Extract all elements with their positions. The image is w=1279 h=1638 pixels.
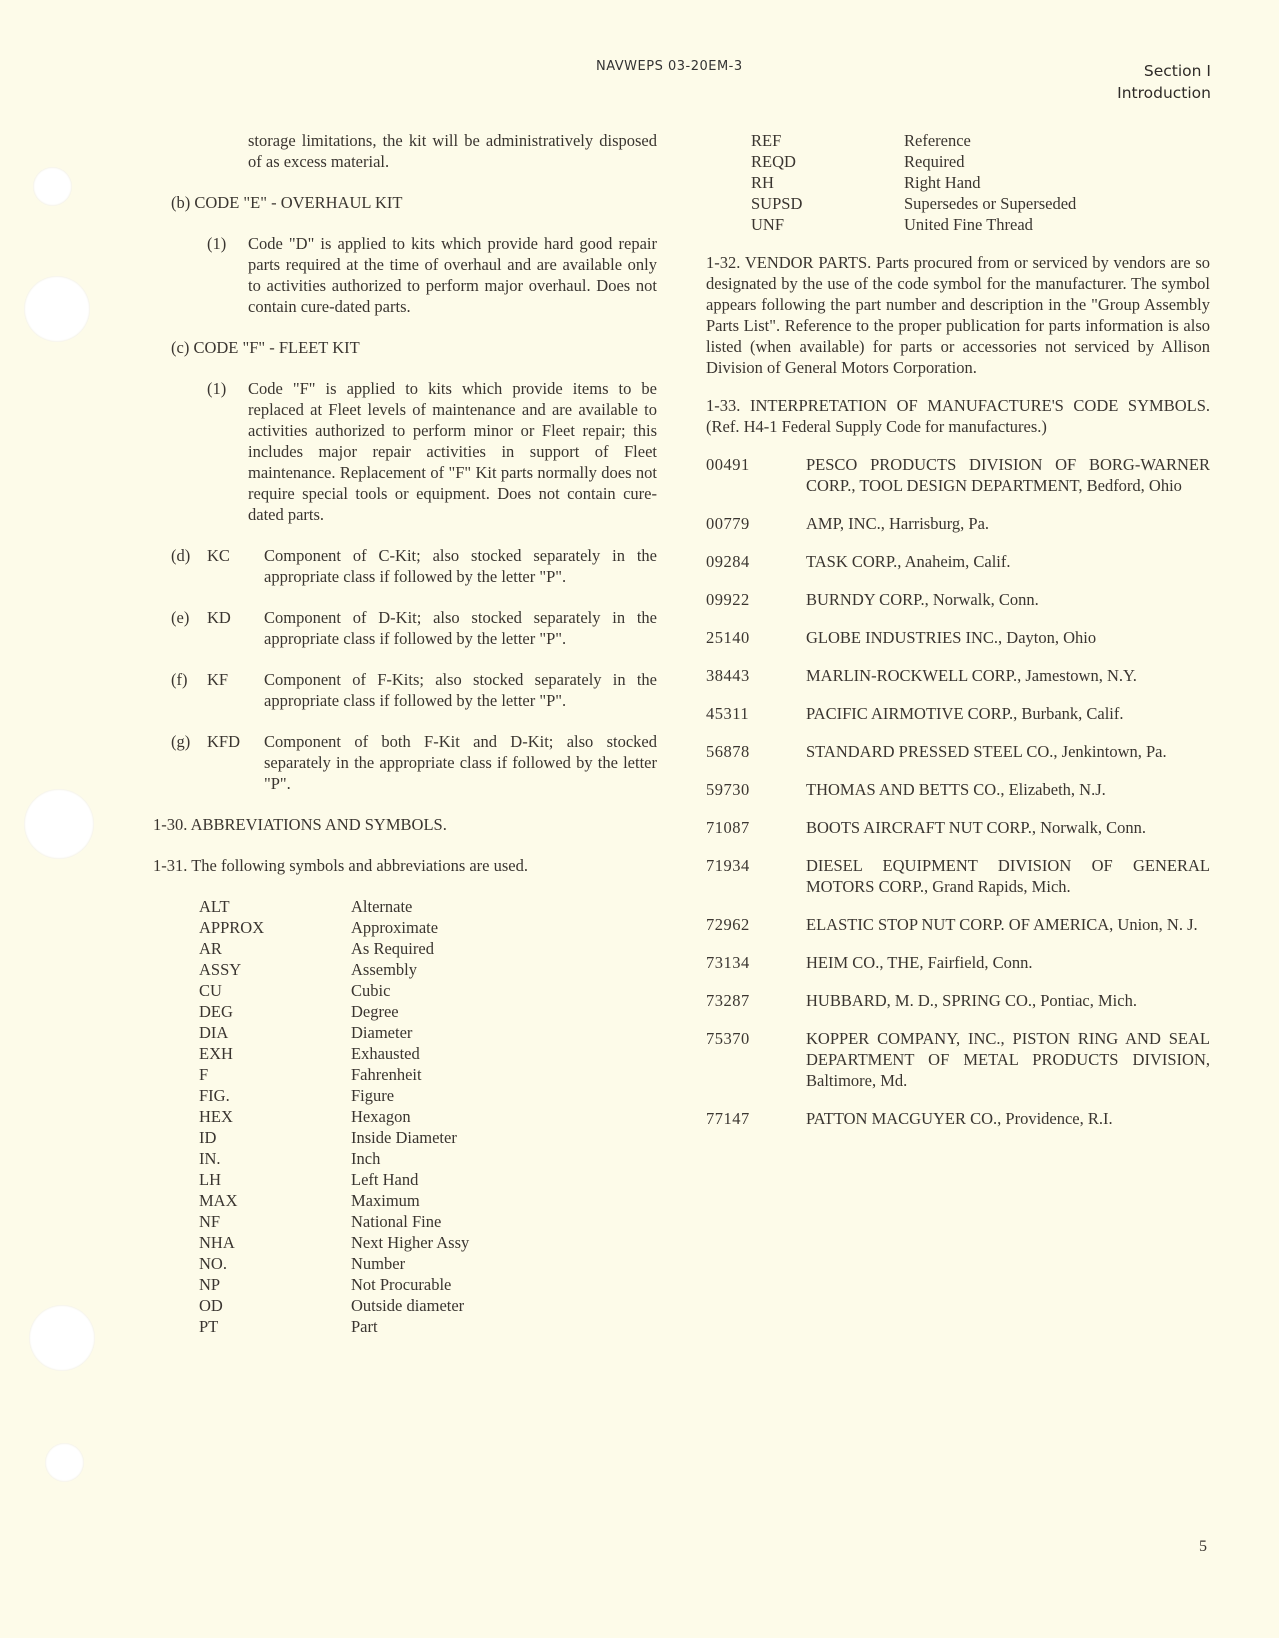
- abbr-meaning: Exhausted: [351, 1044, 420, 1063]
- manufacturer-row: [706, 1108, 1210, 1129]
- abbr: REF: [751, 131, 782, 150]
- abbr-meaning: Cubic: [351, 981, 391, 1000]
- punch-hole: [24, 789, 94, 859]
- continuation-paragraph: storage limitations, the kit will be administratively disposed of as excess material.: [248, 131, 657, 171]
- abbr: FIG.: [199, 1086, 230, 1105]
- abbr-meaning: Left Hand: [351, 1170, 419, 1189]
- manufacturer-row: [706, 855, 1210, 897]
- manufacturer-row: [706, 1028, 1210, 1091]
- kit-description: Component of both F-Kit and D-Kit; also stocked separately in the appropriate class if followed by the letter "P".: [264, 732, 657, 793]
- mfr-code: 25140: [706, 628, 750, 647]
- paragraph-1-32-vendor-parts: 1-32. VENDOR PARTS. Parts procured from or serviced by vendors are so designated by the use of the code symbol for the manufacturer. The symbol appears following the part number and description in the "Group Assembly Parts List". Reference to the proper publication for parts information is also listed (when available) for parts or accessories not serviced by Allison Division of General Motors Corporation.: [706, 253, 1210, 377]
- mfr-code: 77147: [706, 1109, 750, 1128]
- mfr-name: BOOTS AIRCRAFT NUT CORP., Norwalk, Conn.: [806, 818, 1146, 837]
- abbr-meaning: Approximate: [351, 918, 439, 937]
- manufacturer-row: [706, 952, 1210, 973]
- mfr-code: 75370: [706, 1029, 750, 1048]
- manufacturer-row: [706, 990, 1210, 1011]
- mfr-name: ELASTIC STOP NUT CORP. OF AMERICA, Union, N. J.: [806, 915, 1198, 934]
- mfr-code: 45311: [706, 704, 750, 723]
- section-header: [1117, 60, 1211, 104]
- abbr: HEX: [199, 1107, 233, 1126]
- abbr: DIA: [199, 1023, 229, 1042]
- mfr-name: PACIFIC AIRMOTIVE CORP., Burbank, Calif.: [806, 704, 1124, 723]
- abbr-meaning: National Fine: [351, 1212, 442, 1231]
- abbr: PT: [199, 1317, 219, 1336]
- abbr: AR: [199, 939, 222, 958]
- abbr-meaning: Degree: [351, 1002, 399, 1021]
- abbr-meaning: As Required: [351, 939, 434, 958]
- abbr: EXH: [199, 1044, 233, 1063]
- abbr: IN.: [199, 1149, 221, 1168]
- abbr: ASSY: [199, 960, 242, 979]
- manufacturer-row: [706, 703, 1210, 724]
- abbr-meaning: Number: [351, 1254, 406, 1273]
- mfr-name: HUBBARD, M. D., SPRING CO., Pontiac, Mich.: [806, 991, 1137, 1010]
- manufacturer-row: [706, 665, 1210, 686]
- abbr: APPROX: [199, 918, 265, 937]
- kit-description: Component of C-Kit; also stocked separately in the appropriate class if followed by the letter "P".: [264, 546, 657, 586]
- mfr-name: TASK CORP., Anaheim, Calif.: [806, 552, 1011, 571]
- manufacturer-row: [706, 589, 1210, 610]
- abbr-meaning: Figure: [351, 1086, 395, 1105]
- right-column: [706, 130, 1210, 1129]
- abbr-meaning: Required: [904, 152, 965, 171]
- mfr-name: MARLIN-ROCKWELL CORP., Jamestown, N.Y.: [806, 666, 1137, 685]
- kit-code: KD: [207, 608, 231, 627]
- abbr-meaning: Not Procurable: [351, 1275, 452, 1294]
- kit-item: [171, 669, 657, 711]
- abbr-meaning: Hexagon: [351, 1107, 411, 1126]
- mfr-code: 71934: [706, 856, 750, 875]
- kit-code: KC: [207, 546, 230, 565]
- abbr-meaning: Maximum: [351, 1191, 420, 1210]
- abbr: REQD: [751, 152, 796, 171]
- abbreviation-table-continued: [706, 130, 1210, 235]
- manufacturer-code-list: [706, 454, 1210, 1129]
- mfr-name: GLOBE INDUSTRIES INC., Dayton, Ohio: [806, 628, 1097, 647]
- item-text: Code "F" is applied to kits which provide items to be replaced at Fleet levels of maintenance and are available to activities authorized to perform minor or Fleet repair; this includes major repair activities in support of Fleet maintenance. Replacement of "F" Kit parts normally does not require special tools or equipment. Does not contain cure-dated parts.: [248, 379, 657, 524]
- abbr-meaning: United Fine Thread: [904, 215, 1033, 234]
- mfr-name: AMP, INC., Harrisburg, Pa.: [806, 514, 990, 533]
- mfr-name: THOMAS AND BETTS CO., Elizabeth, N.J.: [806, 780, 1106, 799]
- left-column: [153, 130, 657, 1337]
- abbr: LH: [199, 1170, 221, 1189]
- document-number: NAVWEPS 03-20EM-3: [596, 59, 743, 74]
- paragraph-1-33-code-symbols: 1-33. INTERPRETATION OF MANUFACTURE'S CODE SYMBOLS. (Ref. H4-1 Federal Supply Code for manufactures.): [706, 396, 1210, 436]
- abbr: DEG: [199, 1002, 233, 1021]
- item-number: (1): [207, 379, 227, 398]
- heading-1-30: 1-30. ABBREVIATIONS AND SYMBOLS.: [153, 815, 447, 834]
- paragraph-1-31: 1-31. The following symbols and abbreviations are used.: [153, 856, 528, 875]
- punch-hole: [24, 276, 90, 342]
- abbr-meaning: Part: [351, 1317, 378, 1336]
- punch-hole: [45, 1443, 84, 1482]
- abbr-meaning: Outside diameter: [351, 1296, 465, 1315]
- mfr-code: 73287: [706, 991, 750, 1010]
- manufacturer-row: [706, 741, 1210, 762]
- kit-item: [171, 607, 657, 649]
- kit-item: [171, 731, 657, 794]
- code-f-heading: (c) CODE "F" - FLEET KIT: [171, 338, 360, 357]
- kit-letter: (e): [171, 608, 190, 627]
- mfr-code: 56878: [706, 742, 750, 761]
- abbr-meaning: Reference: [904, 131, 971, 150]
- item-number: (1): [207, 234, 227, 253]
- abbr: NF: [199, 1212, 221, 1231]
- abbr-meaning: Inch: [351, 1149, 381, 1168]
- item-text: Code "D" is applied to kits which provide hard good repair parts required at the time of overhaul and are available only to activities authorized to perform major overhaul. Does not contain cure-dated parts.: [248, 234, 657, 316]
- manufacturer-row: [706, 627, 1210, 648]
- manufacturer-row: [706, 551, 1210, 572]
- abbr-meaning: Inside Diameter: [351, 1128, 457, 1147]
- abbr: OD: [199, 1296, 223, 1315]
- kit-description: Component of D-Kit; also stocked separately in the appropriate class if followed by the letter "P".: [264, 608, 657, 648]
- punch-hole: [29, 1305, 95, 1371]
- section-title: Introduction: [1117, 84, 1211, 102]
- abbr-meaning: Right Hand: [904, 173, 981, 192]
- abbr: NP: [199, 1275, 221, 1294]
- manufacturer-row: [706, 454, 1210, 496]
- kit-item: [171, 545, 657, 587]
- abbr: SUPSD: [751, 194, 803, 213]
- abbr-meaning: Next Higher Assy: [351, 1233, 470, 1252]
- kit-letter: (d): [171, 546, 191, 565]
- abbr: CU: [199, 981, 222, 1000]
- mfr-name: BURNDY CORP., Norwalk, Conn.: [806, 590, 1039, 609]
- kit-code: KF: [207, 670, 229, 689]
- abbr-meaning: Diameter: [351, 1023, 413, 1042]
- mfr-code: 09922: [706, 590, 750, 609]
- mfr-name: PESCO PRODUCTS DIVISION OF BORG-WARNER CORP., TOOL DESIGN DEPARTMENT, Bedford, Ohio: [806, 455, 1210, 495]
- abbr-meaning: Alternate: [351, 897, 413, 916]
- abbr: ID: [199, 1128, 217, 1147]
- mfr-code: 38443: [706, 666, 750, 685]
- abbr: NO.: [199, 1254, 227, 1273]
- abbr: ALT: [199, 897, 230, 916]
- kit-letter: (f): [171, 670, 188, 689]
- abbr-meaning: Assembly: [351, 960, 417, 979]
- mfr-code: 71087: [706, 818, 750, 837]
- abbreviation-table: [171, 896, 657, 1337]
- abbr: NHA: [199, 1233, 235, 1252]
- punch-hole: [33, 167, 72, 206]
- manufacturer-row: [706, 779, 1210, 800]
- kit-letter: (g): [171, 732, 191, 751]
- mfr-name: KOPPER COMPANY, INC., PISTON RING AND SEAL DEPARTMENT OF METAL PRODUCTS DIVISION, Baltimore, Md.: [806, 1029, 1210, 1090]
- page-number: 5: [1199, 1538, 1207, 1555]
- mfr-code: 59730: [706, 780, 750, 799]
- code-e-heading: (b) CODE "E" - OVERHAUL KIT: [171, 193, 403, 212]
- abbr-meaning: Fahrenheit: [351, 1065, 422, 1084]
- mfr-name: DIESEL EQUIPMENT DIVISION OF GENERAL MOTORS CORP., Grand Rapids, Mich.: [806, 856, 1210, 896]
- code-f-item: [171, 378, 657, 525]
- code-e-item: [171, 233, 657, 317]
- mfr-name: PATTON MACGUYER CO., Providence, R.I.: [806, 1109, 1113, 1128]
- kit-description: Component of F-Kits; also stocked separately in the appropriate class if followed by the letter "P".: [264, 670, 657, 710]
- manufacturer-row: [706, 914, 1210, 935]
- abbr: UNF: [751, 215, 785, 234]
- abbr: RH: [751, 173, 774, 192]
- mfr-name: STANDARD PRESSED STEEL CO., Jenkintown, Pa.: [806, 742, 1167, 761]
- abbr: F: [199, 1065, 209, 1084]
- mfr-code: 09284: [706, 552, 750, 571]
- abbr-meaning: Supersedes or Superseded: [904, 194, 1077, 213]
- manufacturer-row: [706, 817, 1210, 838]
- abbr: MAX: [199, 1191, 238, 1210]
- mfr-code: 00779: [706, 514, 750, 533]
- mfr-name: HEIM CO., THE, Fairfield, Conn.: [806, 953, 1033, 972]
- mfr-code: 73134: [706, 953, 750, 972]
- mfr-code: 00491: [706, 455, 750, 474]
- manufacturer-row: [706, 513, 1210, 534]
- section-label: Section I: [1143, 62, 1211, 80]
- mfr-code: 72962: [706, 915, 750, 934]
- kit-code: KFD: [207, 732, 241, 751]
